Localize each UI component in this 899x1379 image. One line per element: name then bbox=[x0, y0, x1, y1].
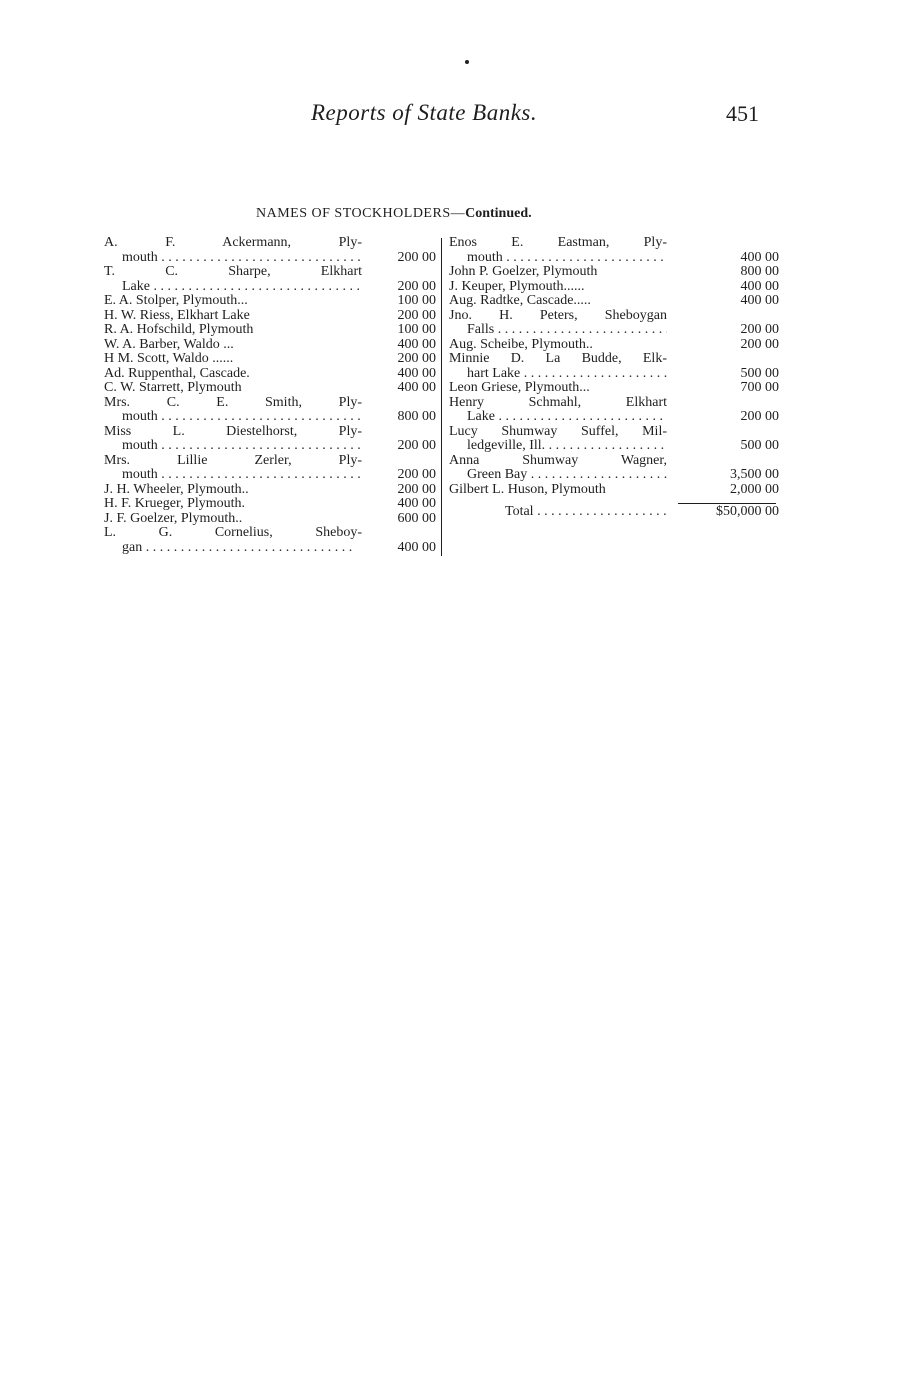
stockholder-amount: 200 00 bbox=[397, 351, 436, 366]
stockholder-name: John P. Goelzer, Plymouth bbox=[449, 265, 598, 279]
stockholder-name: Miss L. Diestelhorst, Ply- bbox=[104, 424, 362, 439]
stockholder-line bbox=[449, 294, 779, 309]
stockholder-line bbox=[449, 309, 779, 324]
stockholder-entry bbox=[449, 381, 779, 396]
amount-spacer bbox=[667, 309, 779, 324]
stockholder-amount: 100 00 bbox=[397, 293, 436, 308]
stockholder-entry bbox=[449, 352, 779, 381]
stockholder-line bbox=[104, 338, 436, 353]
stockholder-name: A. F. Ackermann, Ply- bbox=[104, 236, 362, 250]
stockholder-line bbox=[104, 280, 436, 295]
stockholder-line bbox=[104, 265, 436, 280]
stockholder-entry bbox=[104, 512, 436, 527]
stockholder-name: J. F. Goelzer, Plymouth.. bbox=[104, 511, 243, 526]
stockholder-amount: 800 00 bbox=[397, 409, 436, 424]
stockholder-name: Lucy Shumway Suffel, Mil- bbox=[449, 424, 667, 439]
stockholder-line bbox=[104, 425, 436, 440]
stockholder-line bbox=[104, 439, 436, 454]
stockholder-amount: 600 00 bbox=[397, 510, 436, 526]
stockholder-entry bbox=[104, 367, 436, 382]
stockholder-amount: 200 00 bbox=[740, 336, 779, 352]
stockholder-name: Mrs. C. E. Smith, Ply- bbox=[104, 395, 362, 410]
stockholder-entry bbox=[449, 483, 779, 498]
stockholder-name: Minnie D. La Budde, Elk- bbox=[449, 352, 667, 366]
stockholder-name: Falls . . . bbox=[449, 323, 667, 338]
stockholder-amount: 800 00 bbox=[740, 264, 779, 279]
stockholder-name: ledgeville, Ill. . . . bbox=[449, 439, 667, 454]
stockholder-line bbox=[449, 381, 779, 396]
amount-spacer bbox=[362, 425, 436, 440]
stockholder-amount: 400 00 bbox=[397, 380, 436, 395]
stockholder-line bbox=[104, 236, 436, 251]
stockholder-name: mouth . . . bbox=[104, 251, 362, 266]
stockholder-line bbox=[104, 352, 436, 367]
stockholder-entry bbox=[104, 352, 436, 367]
stockholder-line bbox=[449, 454, 779, 469]
stockholder-name: Mrs. Lillie Zerler, Ply- bbox=[104, 453, 362, 468]
stockholder-name: Ad. Ruppenthal, Cascade. bbox=[104, 366, 250, 381]
stockholder-line bbox=[104, 483, 436, 498]
stockholder-line bbox=[449, 396, 779, 411]
stockholder-line bbox=[104, 468, 436, 483]
stockholder-entry bbox=[449, 280, 779, 295]
stockholder-name: Enos E. Eastman, Ply- bbox=[449, 236, 667, 250]
stockholder-line bbox=[104, 512, 436, 527]
stockholder-amount: 200 00 bbox=[740, 409, 779, 424]
amount-spacer bbox=[667, 352, 779, 367]
stockholders-left-column bbox=[104, 236, 436, 555]
total-amount: $50,000 00 bbox=[716, 504, 779, 519]
stockholder-line bbox=[449, 323, 779, 338]
stockholder-line bbox=[104, 367, 436, 382]
stockholder-entry bbox=[104, 309, 436, 324]
page-number: 451 bbox=[726, 101, 759, 126]
stockholder-name: mouth . . . bbox=[104, 439, 362, 454]
amount-spacer bbox=[362, 526, 436, 541]
stockholder-amount: 700 00 bbox=[740, 380, 779, 395]
stockholder-entry bbox=[449, 309, 779, 338]
amount-spacer bbox=[362, 265, 436, 280]
stockholder-amount: 100 00 bbox=[397, 322, 436, 337]
stockholder-name: R. A. Hofschild, Plymouth bbox=[104, 323, 254, 337]
stockholder-line bbox=[449, 367, 779, 382]
stockholder-name: L. G. Cornelius, Sheboy- bbox=[104, 526, 362, 540]
stockholder-amount: 200 00 bbox=[397, 467, 436, 482]
stockholder-entry bbox=[449, 338, 779, 353]
table-heading bbox=[256, 206, 532, 222]
stockholder-name: W. A. Barber, Waldo ... bbox=[104, 337, 234, 352]
stockholder-amount: 200 00 bbox=[397, 481, 436, 497]
stockholder-line bbox=[104, 309, 436, 324]
stockholder-amount: 200 00 bbox=[397, 278, 436, 294]
stockholder-amount: 400 00 bbox=[740, 249, 779, 265]
stockholder-line bbox=[449, 410, 779, 425]
stockholder-amount: 500 00 bbox=[740, 438, 779, 453]
stockholder-entry bbox=[104, 381, 436, 396]
amount-spacer bbox=[667, 425, 779, 440]
stockholder-amount: 200 00 bbox=[397, 249, 436, 265]
stockholder-name: Lake . . . bbox=[449, 410, 667, 425]
stockholder-name: mouth . . . bbox=[104, 410, 362, 425]
stockholder-line bbox=[104, 541, 436, 556]
table-heading-continued: Continued. bbox=[465, 206, 532, 221]
stockholder-amount: 400 00 bbox=[397, 496, 436, 511]
stockholder-line bbox=[104, 497, 436, 512]
stockholder-line bbox=[104, 526, 436, 541]
stockholder-name: Aug. Scheibe, Plymouth.. bbox=[449, 337, 593, 352]
stockholder-line bbox=[449, 251, 779, 266]
stockholder-name: Jno. H. Peters, Sheboygan bbox=[449, 308, 667, 323]
running-header-title: Reports of State Banks. bbox=[311, 100, 538, 125]
total-label: Total . . . bbox=[449, 505, 667, 520]
amount-spacer bbox=[362, 454, 436, 469]
stockholder-entry bbox=[449, 454, 779, 483]
stockholder-amount: 400 00 bbox=[740, 293, 779, 308]
total-rule bbox=[678, 503, 776, 504]
amount-spacer bbox=[667, 454, 779, 469]
stockholder-line bbox=[104, 251, 436, 266]
stockholder-line bbox=[449, 468, 779, 483]
stockholder-name: J. H. Wheeler, Plymouth.. bbox=[104, 482, 249, 497]
stockholder-name: H. F. Krueger, Plymouth. bbox=[104, 497, 246, 511]
stockholder-amount: 200 00 bbox=[397, 438, 436, 453]
amount-spacer bbox=[667, 396, 779, 411]
stockholder-line bbox=[449, 425, 779, 440]
stockholder-entry bbox=[104, 294, 436, 309]
stockholder-entry bbox=[449, 265, 779, 280]
stockholder-entry bbox=[104, 425, 436, 454]
stockholder-entry bbox=[104, 454, 436, 483]
stockholder-name: Aug. Radtke, Cascade..... bbox=[449, 294, 591, 308]
stockholder-amount: 400 00 bbox=[397, 336, 436, 352]
stockholder-amount: 2,000 00 bbox=[730, 481, 779, 497]
stockholder-name: Leon Griese, Plymouth... bbox=[449, 381, 590, 395]
amount-spacer bbox=[362, 396, 436, 411]
stockholder-line bbox=[104, 294, 436, 309]
stockholder-entry bbox=[104, 338, 436, 353]
stockholder-line bbox=[449, 236, 779, 251]
stockholder-line bbox=[104, 381, 436, 396]
stockholder-entry bbox=[104, 483, 436, 498]
print-speck bbox=[465, 60, 469, 64]
table-heading-text: NAMES OF STOCKHOLDERS— bbox=[256, 206, 466, 221]
stockholder-entry bbox=[104, 323, 436, 338]
stockholder-name: Lake . . . bbox=[104, 280, 362, 295]
stockholder-name: mouth . . . bbox=[104, 468, 362, 483]
stockholder-entry bbox=[104, 236, 436, 265]
stockholder-amount: 500 00 bbox=[740, 365, 779, 381]
stockholder-line bbox=[449, 265, 779, 280]
stockholder-amount: 400 00 bbox=[397, 539, 436, 555]
stockholder-line bbox=[449, 338, 779, 353]
stockholder-amount: 400 00 bbox=[740, 278, 779, 294]
stockholder-name: T. C. Sharpe, Elkhart bbox=[104, 265, 362, 279]
amount-spacer bbox=[362, 236, 436, 251]
stockholder-name: C. W. Starrett, Plymouth bbox=[104, 381, 242, 395]
stockholder-entry bbox=[449, 294, 779, 309]
stockholder-amount: 400 00 bbox=[397, 365, 436, 381]
stockholder-line bbox=[449, 352, 779, 367]
stockholder-entry bbox=[104, 497, 436, 512]
stockholder-entry bbox=[104, 265, 436, 294]
amount-spacer bbox=[667, 236, 779, 251]
stockholder-name: H. W. Riess, Elkhart Lake bbox=[104, 308, 250, 323]
stockholder-name: H M. Scott, Waldo ...... bbox=[104, 352, 234, 366]
stockholder-name: Gilbert L. Huson, Plymouth bbox=[449, 482, 606, 497]
stockholder-entry bbox=[449, 236, 779, 265]
stockholder-name: Anna Shumway Wagner, bbox=[449, 453, 667, 468]
stockholder-line bbox=[104, 454, 436, 469]
stockholder-line bbox=[104, 410, 436, 425]
stockholders-right-column bbox=[449, 236, 779, 520]
column-divider bbox=[441, 238, 442, 556]
stockholder-amount: 3,500 00 bbox=[730, 467, 779, 482]
stockholder-line bbox=[104, 323, 436, 338]
stockholder-name: E. A. Stolper, Plymouth... bbox=[104, 294, 248, 308]
stockholder-name: mouth . . . bbox=[449, 251, 667, 266]
stockholder-name: Henry Schmahl, Elkhart bbox=[449, 395, 667, 410]
total-row bbox=[449, 505, 779, 520]
stockholder-name: gan . . . bbox=[104, 541, 362, 556]
stockholder-entry bbox=[104, 526, 436, 555]
stockholder-name: hart Lake . . . bbox=[449, 367, 667, 382]
stockholder-name: J. Keuper, Plymouth...... bbox=[449, 279, 585, 294]
stockholder-line bbox=[449, 483, 779, 498]
stockholder-name: Green Bay . . . bbox=[449, 468, 667, 483]
stockholder-line bbox=[104, 396, 436, 411]
stockholder-line bbox=[449, 280, 779, 295]
stockholder-amount: 200 00 bbox=[740, 322, 779, 337]
stockholder-entry bbox=[104, 396, 436, 425]
stockholder-amount: 200 00 bbox=[397, 307, 436, 323]
stockholder-line bbox=[449, 439, 779, 454]
stockholder-entry bbox=[449, 425, 779, 454]
stockholder-entry bbox=[449, 396, 779, 425]
